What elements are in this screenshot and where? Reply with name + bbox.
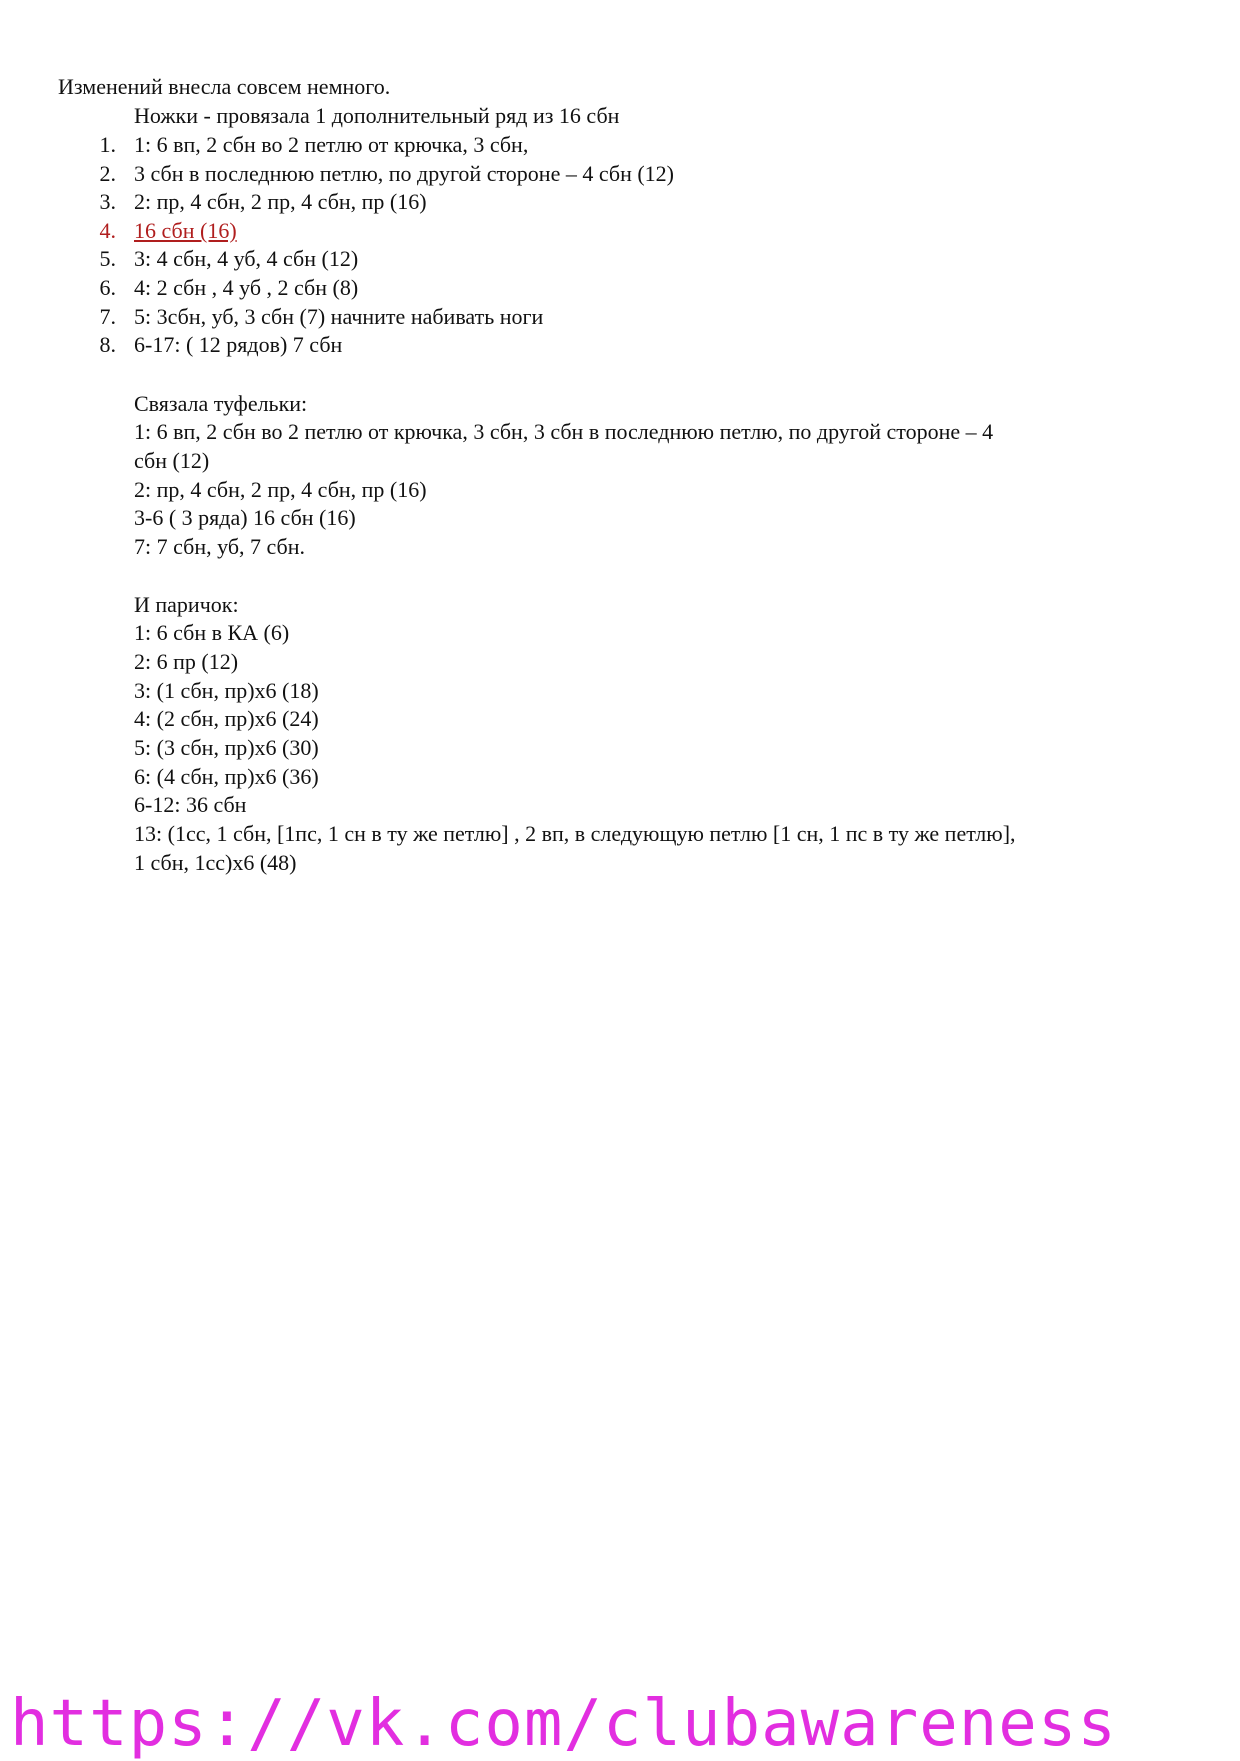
shoes-line: 3-6 ( 3 ряда) 16 сбн (16) (134, 505, 356, 530)
wig-line: 5: (3 сбн, пр)х6 (30) (134, 735, 319, 760)
wig-line: 6: (4 сбн, пр)х6 (36) (134, 764, 319, 789)
shoes-line: 7: 7 сбн, уб, 7 сбн. (134, 534, 306, 559)
list-number: 8. (99, 332, 116, 357)
wig-heading: И паричок: (134, 592, 239, 617)
list-item-text: 2: пр, 4 сбн, 2 пр, 4 сбн, пр (16) (134, 189, 427, 214)
list-number: 7. (99, 304, 116, 329)
shoes-heading: Связала туфельки: (134, 391, 308, 416)
list-item-text-highlighted: 16 сбн (16) (134, 218, 237, 243)
wig-line: 13: (1сс, 1 сбн, [1пс, 1 сн в ту же петлю] , 2 вп, в следующую петлю [1 сн, 1 пс в ту же петлю], (134, 821, 1016, 846)
list-number: 4. (99, 218, 116, 243)
list-item-text: 3: 4 сбн, 4 уб, 4 сбн (12) (134, 246, 359, 271)
list-number: 3. (99, 189, 116, 214)
list-number: 2. (99, 161, 116, 186)
list-item-text: 5: 3сбн, уб, 3 сбн (7) начните набивать ноги (134, 304, 544, 329)
wig-line: 1 сбн, 1сс)х6 (48) (134, 850, 297, 875)
shoes-line: 1: 6 вп, 2 сбн во 2 петлю от крючка, 3 сбн, 3 сбн в последнюю петлю, по другой стороне – 4 (134, 419, 994, 444)
list-number: 1. (99, 132, 116, 157)
list-item-text: 4: 2 сбн , 4 уб , 2 сбн (8) (134, 275, 359, 300)
wig-line: 4: (2 сбн, пр)х6 (24) (134, 706, 319, 731)
intro-text: Изменений внесла совсем немного. (58, 74, 391, 99)
wig-line: 6-12: 36 сбн (134, 792, 247, 817)
list-item-text: 6-17: ( 12 рядов) 7 сбн (134, 332, 343, 357)
shoes-line: сбн (12) (134, 448, 210, 473)
watermark-url: https://vk.com/clubawareness (10, 1687, 1117, 1761)
wig-line: 1: 6 сбн в КА (6) (134, 620, 290, 645)
wig-line: 3: (1 сбн, пр)х6 (18) (134, 678, 319, 703)
wig-line: 2: 6 пр (12) (134, 649, 239, 674)
list-number: 6. (99, 275, 116, 300)
list-item-text: 1: 6 вп, 2 сбн во 2 петлю от крючка, 3 сбн, (134, 132, 529, 157)
list-item-text: 3 сбн в последнюю петлю, по другой стороне – 4 сбн (12) (134, 161, 674, 186)
legs-heading: Ножки - провязала 1 дополнительный ряд из 16 сбн (134, 103, 620, 128)
shoes-line: 2: пр, 4 сбн, 2 пр, 4 сбн, пр (16) (134, 477, 427, 502)
list-number: 5. (99, 246, 116, 271)
